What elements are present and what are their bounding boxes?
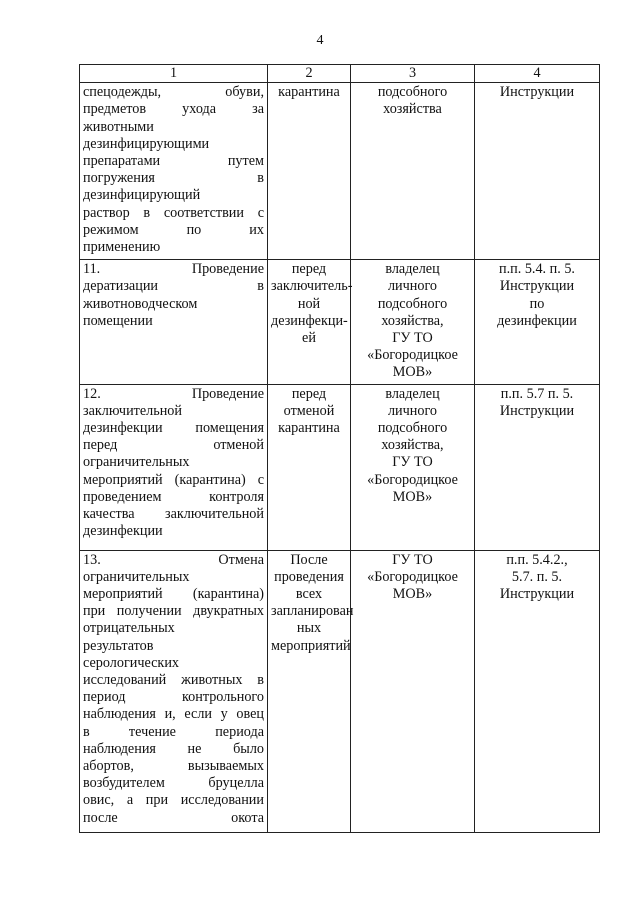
basis-cell (475, 83, 600, 260)
deadline-line: перед (291, 261, 327, 278)
responsible-line: «Богородицкое (367, 471, 458, 488)
measure-line: 12. Проведение (83, 385, 264, 402)
deadline-line: После (290, 551, 328, 568)
deadline-line: дезинфекци- (271, 312, 348, 329)
measure-line: раствор в соответствии с (83, 204, 264, 221)
measure-line: применению (83, 239, 161, 256)
measure-line: заключительной (83, 402, 182, 419)
responsible-line: подсобного (377, 420, 448, 437)
deadline-line: карантина (278, 420, 340, 437)
deadline-line: ной (297, 295, 321, 312)
measure-cell (80, 384, 268, 550)
basis-line: п.п. 5.7 п. 5. (500, 385, 574, 402)
deadline-line: отменой (283, 402, 335, 419)
responsible-line: владелец (385, 261, 440, 278)
measure-line: дезинфицирующими (83, 135, 210, 152)
basis-line: дезинфекции (497, 312, 577, 329)
basis-line: по (529, 295, 545, 312)
table-row (80, 260, 600, 384)
measure-line: наблюдения и, если у овец (83, 706, 264, 723)
responsible-line: МОВ» (392, 364, 433, 381)
responsible-line: ГУ ТО (392, 551, 433, 568)
measure-line: животными (83, 118, 154, 135)
responsible-line: хозяйства, (381, 312, 444, 329)
measure-line: помещении (83, 312, 153, 329)
table-row (80, 550, 600, 832)
measure-line: режимом по их (83, 221, 264, 238)
measure-line: мероприятий (карантина) с (83, 471, 264, 488)
basis-line: п.п. 5.4. п. 5. (499, 261, 575, 278)
basis-line: Инструкции (499, 278, 575, 295)
measure-line: дезинфекции (83, 523, 163, 540)
measure-line: погружения в (83, 170, 264, 187)
measure-line: мероприятий (карантина) (83, 586, 264, 603)
measure-line: препаратами путем (83, 153, 264, 170)
responsible-line: подсобного (377, 295, 448, 312)
measure-line: в течение периода (83, 723, 264, 740)
measure-line: отрицательных (83, 620, 175, 637)
deadline-line: ных (296, 620, 322, 637)
measure-line: 11. Проведение (83, 261, 264, 278)
measure-line: абортов, вызываемых (83, 758, 264, 775)
measure-line: качества заключительной (83, 506, 264, 523)
responsible-line: «Богородицкое (367, 347, 458, 364)
basis-line: Инструкции (499, 402, 575, 419)
column-header-2: 2 (268, 65, 351, 83)
responsible-cell (351, 550, 475, 832)
basis-line: п.п. 5.4.2., (506, 551, 568, 568)
deadline-line: ей (302, 330, 316, 347)
table-row (80, 384, 600, 550)
table-header-row (80, 65, 600, 83)
measure-line: дератизации в (83, 278, 264, 295)
measure-line: при получении двукратных (83, 603, 264, 620)
measure-line: ограничительных (83, 568, 190, 585)
measure-line: спецодежды, обуви, (83, 84, 264, 101)
measure-line: перед отменой (83, 437, 264, 454)
deadline-line: перед (291, 385, 327, 402)
page-number: 4 (316, 33, 324, 48)
basis-line: Инструкции (499, 586, 575, 603)
column-header-4: 4 (475, 65, 600, 83)
deadline-line: карантина (278, 84, 340, 101)
responsible-line: «Богородицкое (367, 568, 458, 585)
column-header-1: 1 (80, 65, 268, 83)
measure-cell (80, 83, 268, 260)
deadline-cell (268, 260, 351, 384)
measure-line: исследований животных в (83, 672, 264, 689)
responsible-line: МОВ» (392, 488, 433, 505)
responsible-cell (351, 260, 475, 384)
measure-line: дезинфекции помещения (83, 420, 264, 437)
deadline-line: всех (295, 586, 323, 603)
responsible-line: МОВ» (392, 586, 433, 603)
column-header-3: 3 (351, 65, 475, 83)
measure-line: 13. Отмена (83, 551, 264, 568)
basis-line: Инструкции (499, 84, 575, 101)
responsible-line: личного (387, 278, 438, 295)
measure-cell (80, 260, 268, 384)
responsible-line: личного (387, 402, 438, 419)
table-row (80, 83, 600, 260)
responsible-line: ГУ ТО (392, 454, 433, 471)
deadline-line: мероприятий (271, 637, 351, 654)
deadline-cell (268, 550, 354, 832)
deadline-line: заключитель- (271, 278, 353, 295)
measure-line: ограничительных (83, 454, 190, 471)
deadline-cell (268, 384, 351, 550)
measure-line: наблюдения не было (83, 740, 264, 757)
measures-table (79, 64, 600, 833)
measure-line: предметов ухода за (83, 101, 264, 118)
measure-line: овис, а при исследовании (83, 792, 264, 809)
responsible-line: хозяйства (383, 101, 442, 118)
measure-line: животноводческом (83, 295, 198, 312)
responsible-line: подсобного (377, 84, 448, 101)
measure-line: серологических (83, 654, 180, 671)
responsible-line: владелец (385, 385, 440, 402)
responsible-cell (351, 83, 475, 260)
measure-cell (80, 550, 268, 832)
measure-line: результатов (83, 637, 154, 654)
basis-line: 5.7. п. 5. (511, 568, 563, 585)
responsible-line: ГУ ТО (392, 330, 433, 347)
basis-cell (475, 384, 600, 550)
measure-line: возбудителем бруцелла (83, 775, 264, 792)
basis-cell (475, 260, 600, 384)
deadline-cell (268, 83, 351, 260)
deadline-line: запланирован (271, 603, 354, 620)
responsible-line: хозяйства, (381, 437, 444, 454)
measure-line: проведением контроля (83, 488, 264, 505)
deadline-line: проведения (274, 568, 344, 585)
measure-line: дезинфицирующий (83, 187, 201, 204)
basis-cell (475, 550, 600, 832)
responsible-cell (351, 384, 475, 550)
measure-line: период контрольного (83, 689, 264, 706)
measure-line: после окота (83, 809, 264, 826)
